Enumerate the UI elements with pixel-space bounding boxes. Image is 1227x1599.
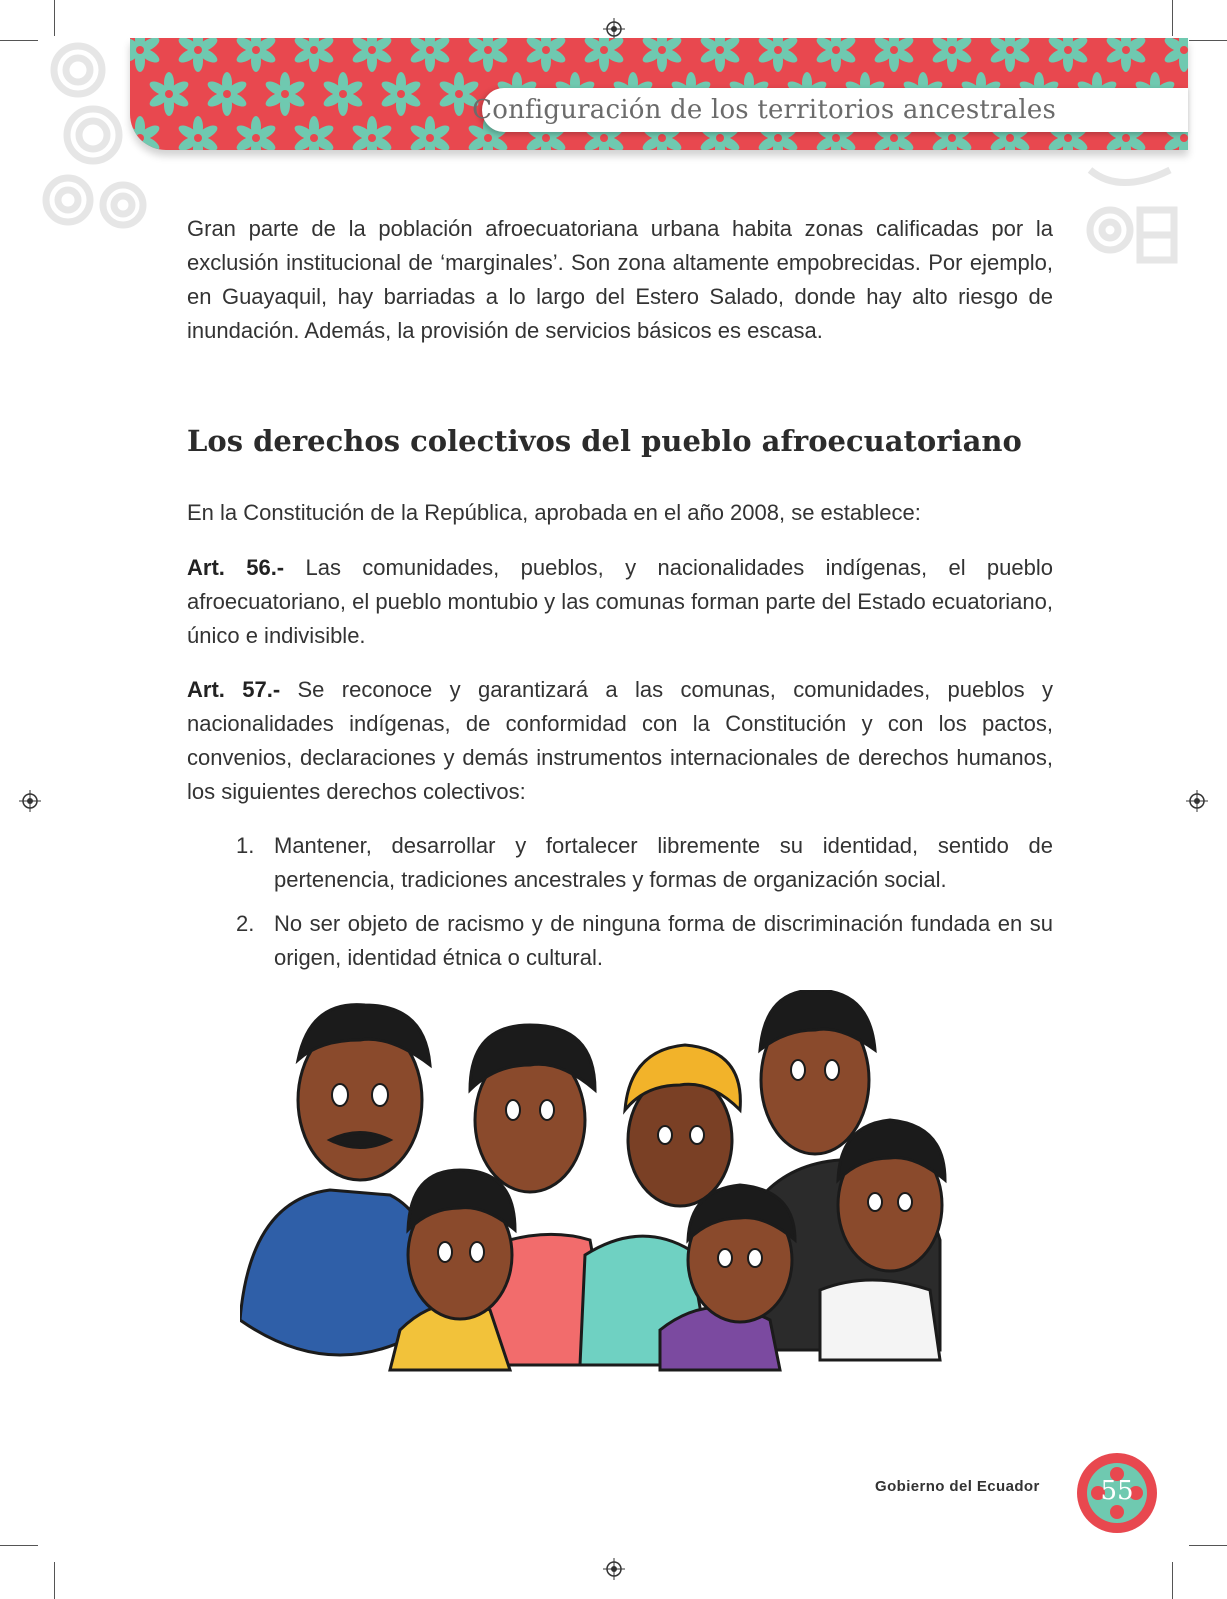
flower-motif [408,116,451,150]
chapter-title: Configuración de los territorios ancestrales [472,95,1056,125]
flower-motif [263,72,306,116]
flower-motif [408,38,451,72]
flower-motif [988,38,1031,72]
crop-mark [1172,0,1173,36]
crop-mark [54,1562,55,1599]
registration-mark-icon [603,18,625,40]
flower-motif [205,72,248,116]
flower-motif [582,38,625,72]
intro-paragraph: Gran parte de la población afroecuatoriana urbana habita zonas calificadas por la exclusión institucional de ‘marginales’. Son zona altamente empobrecidas. Por ejemplo, en Guayaquil, hay barriadas a lo largo del Estero Salado, donde hay alto riesgo de inundación. Además, la provisión de servicios básicos es escasa. [187,216,1053,343]
flower-motif [350,116,393,150]
flower-motif [1046,38,1089,72]
flower-motif [321,72,364,116]
flower-motif [176,38,219,72]
flower-motif [756,38,799,72]
flower-motif [379,72,422,116]
lead-paragraph: En la Constitución de la República, aprobada en el año 2008, se establece: [187,500,921,525]
flower-motif [814,38,857,72]
chapter-title-tab [472,88,1188,132]
flower-motif [524,38,567,72]
article-56 [187,551,1053,653]
flower-motif [640,38,683,72]
family-illustration [240,990,1000,1400]
flower-motif [130,116,162,150]
flower-motif [147,72,190,116]
article-57-text: Se reconoce y garantizará a las comunas, comunidades, pueblos y nacionalidades indígenas, de conformidad con la Constitución y con los pactos, convenios, declaraciones y demás instrumentos internacionales de derechos humanos, los siguientes derechos colectivos: [187,677,1053,804]
flower-motif [234,116,277,150]
publisher-name: Gobierno del Ecuador [875,1478,1040,1495]
registration-mark-icon [1186,790,1208,812]
crop-mark [0,1545,38,1546]
crop-mark [1172,1562,1173,1599]
registration-mark-icon [603,1558,625,1580]
flower-motif [292,116,335,150]
spiral-ornament-icon [1080,150,1190,290]
list-item-text: Mantener, desarrollar y fortalecer libremente su identidad, sentido de pertenencia, tradiciones ancestrales y formas de organización social. [274,833,1053,892]
article-57-label: Art. 57.- [187,677,281,702]
flower-motif [1162,38,1188,72]
flower-motif [350,38,393,72]
list-item-number: 2. [236,911,255,936]
crop-mark [1189,40,1227,41]
page-number: 55 [1100,1476,1134,1506]
flower-motif [130,38,162,72]
article-57 [187,673,1053,809]
flower-motif [234,38,277,72]
list-item-text: No ser objeto de racismo y de ninguna forma de discriminación fundada en su origen, identidad étnica o cultural. [274,911,1053,970]
flower-motif [292,38,335,72]
flower-motif [176,116,219,150]
article-56-label: Art. 56.- [187,555,285,580]
list-item [236,907,1053,975]
crop-mark [1189,1545,1227,1546]
list-item [236,829,1053,897]
registration-mark-icon [19,790,41,812]
flower-motif [698,38,741,72]
list-item-number: 1. [236,833,255,858]
rights-list [236,829,1053,985]
flower-motif [930,38,973,72]
flower-motif [872,38,915,72]
flower-motif [1104,38,1147,72]
crop-mark [0,40,38,41]
crop-mark [54,0,55,36]
article-56-text: Las comunidades, pueblos, y nacionalidades indígenas, el pueblo afroecuatoriano, el pueblo montubio y las comunas forman parte del Estado ecuatoriano, único e indivisible. [187,555,1053,648]
section-heading: Los derechos colectivos del pueblo afroecuatoriano [187,424,1022,458]
flower-motif [466,38,509,72]
